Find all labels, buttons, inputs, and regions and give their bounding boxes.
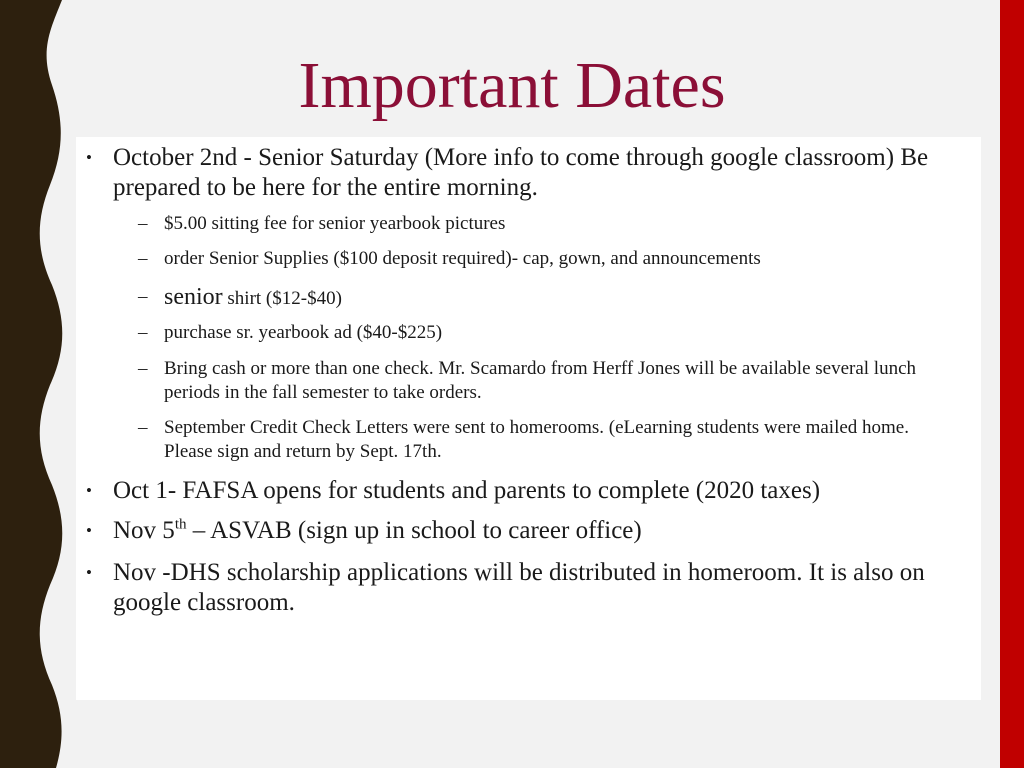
bullet-icon: • xyxy=(86,563,92,582)
sub-bullet-emphasis: senior xyxy=(164,284,223,310)
bullet-text: October 2nd - Senior Saturday (More info to come through google classroom) Be prepared to be here for the entire morning. xyxy=(113,144,929,201)
bullet-text-end: – ASVAB (sign up in school to career office) xyxy=(186,517,642,544)
dash-icon: – xyxy=(138,213,148,234)
bullet-text-start: Nov 5 xyxy=(113,517,175,544)
page-title: Important Dates xyxy=(298,49,726,122)
dash-icon: – xyxy=(138,417,148,438)
dash-icon: – xyxy=(138,322,148,343)
bullet-icon: • xyxy=(86,521,92,540)
sub-bullet-text: Bring cash or more than one check. Mr. Scamardo from Herff Jones will be available several lunch periods in the fall semester to take orders. xyxy=(164,358,917,403)
bullet-icon: • xyxy=(86,148,92,167)
dash-icon: – xyxy=(138,286,148,307)
sub-bullet-text: purchase sr. yearbook ad ($40-$225) xyxy=(164,322,443,343)
content-panel xyxy=(76,137,981,700)
sub-bullet-text: $5.00 sitting fee for senior yearbook pictures xyxy=(164,213,506,234)
dash-icon: – xyxy=(138,248,148,269)
bullet-text xyxy=(113,516,963,546)
bullet-icon: • xyxy=(86,481,92,500)
dash-icon: – xyxy=(138,358,148,379)
sub-bullet-text: order Senior Supplies ($100 deposit required)- cap, gown, and announcements xyxy=(164,248,761,269)
sub-bullet-rest: shirt ($12-$40) xyxy=(222,288,342,309)
superscript: th xyxy=(174,516,187,533)
sub-bullet-text: September Credit Check Letters were sent to homerooms. (eLearning students were mailed home. Please sign and return by Sept. 17th. xyxy=(164,417,909,462)
bullet-text: Nov -DHS scholarship applications will be distributed in homeroom. It is also on google classroom. xyxy=(113,559,925,616)
sub-bullet-text xyxy=(164,285,954,311)
bullet-text: Oct 1- FAFSA opens for students and parents to complete (2020 taxes) xyxy=(113,477,821,504)
